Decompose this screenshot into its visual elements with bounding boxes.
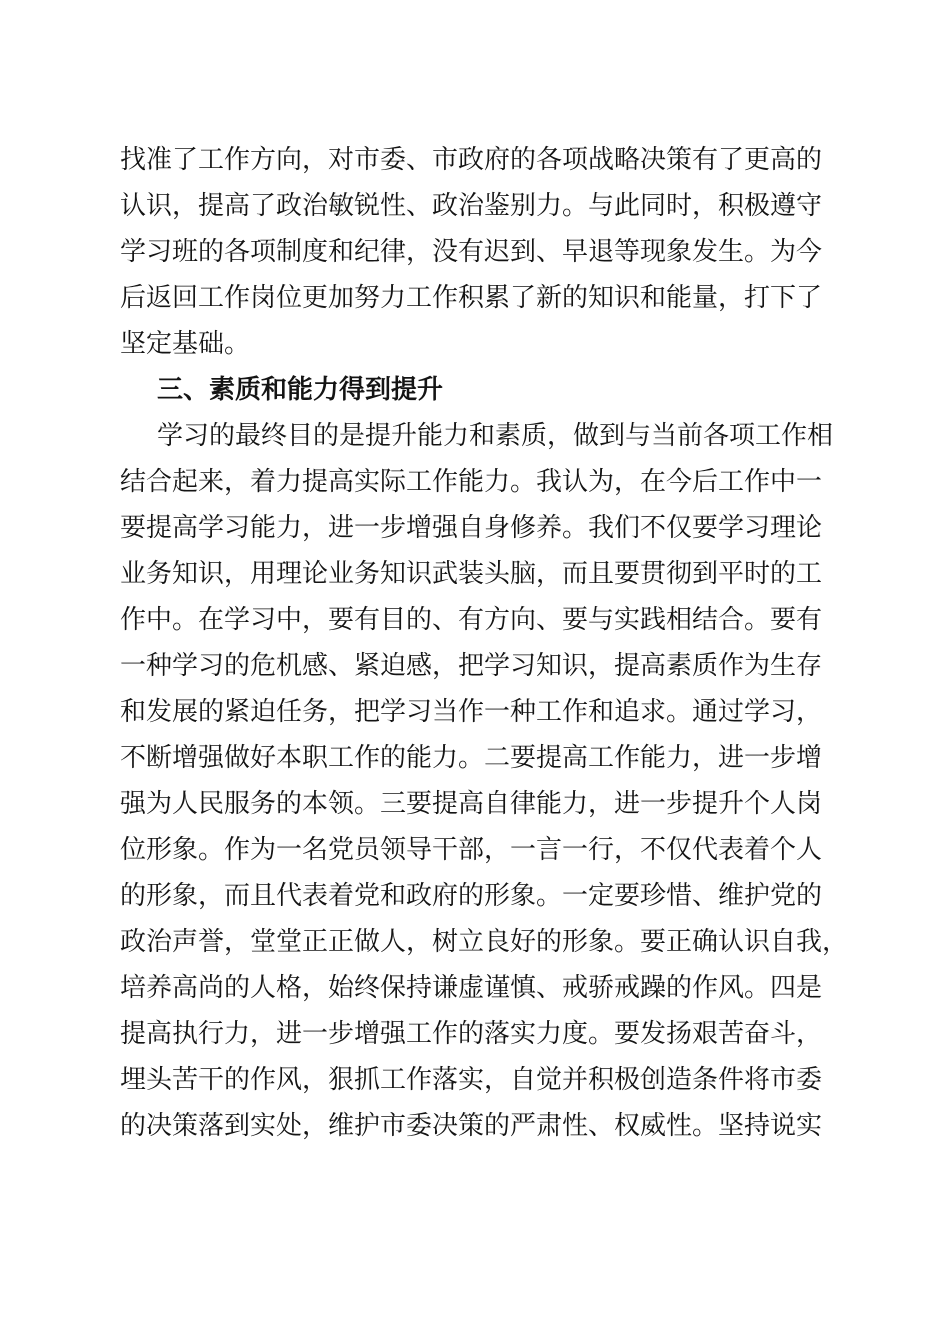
text-line: 培养高尚的人格，始终保持谦虚谨慎、戒骄戒躁的作风。四是 [120, 973, 823, 1003]
text-line: 业务知识，用理论业务知识武装头脑，而且要贯彻到平时的工 [120, 559, 823, 589]
text-line: 找准了工作方向，对市委、市政府的各项战略决策有了更高的 [120, 145, 823, 175]
text-line: 后返回工作岗位更加努力工作积累了新的知识和能量，打下了 [120, 283, 823, 313]
text-line: 坚定基础。 [120, 329, 251, 359]
text-line: 位形象。作为一名党员领导干部，一言一行，不仅代表着个人 [120, 835, 823, 865]
text-line: 提高执行力，进一步增强工作的落实力度。要发扬艰苦奋斗， [120, 1019, 823, 1049]
text-line: 一种学习的危机感、紧迫感，把学习知识，提高素质作为生存 [120, 651, 823, 681]
text-line: 埋头苦干的作风，狠抓工作落实，自觉并积极创造条件将市委 [120, 1065, 823, 1095]
text-line: 结合起来，着力提高实际工作能力。我认为，在今后工作中一 [120, 467, 823, 497]
text-line: 的决策落到实处，维护市委决策的严肃性、权威性。坚持说实 [120, 1111, 823, 1141]
text-line: 要提高学习能力，进一步增强自身修养。我们不仅要学习理论 [120, 513, 823, 543]
text-line: 强为人民服务的本领。三要提高自律能力，进一步提升个人岗 [120, 789, 823, 819]
text-line: 和发展的紧迫任务，把学习当作一种工作和追求。通过学习， [120, 697, 823, 727]
text-line: 作中。在学习中，要有目的、有方向、要与实践相结合。要有 [120, 605, 823, 635]
section-heading: 三、素质和能力得到提升 [157, 375, 444, 405]
text-line: 认识，提高了政治敏锐性、政治鉴别力。与此同时，积极遵守 [120, 191, 823, 221]
text-line: 的形象，而且代表着党和政府的形象。一定要珍惜、维护党的 [120, 881, 823, 911]
text-line: 政治声誉，堂堂正正做人，树立良好的形象。要正确认识自我， [120, 927, 849, 957]
text-line: 学习的最终目的是提升能力和素质，做到与当前各项工作相 [157, 421, 834, 451]
text-line: 学习班的各项制度和纪律，没有迟到、早退等现象发生。为今 [120, 237, 823, 267]
text-line: 不断增强做好本职工作的能力。二要提高工作能力，进一步增 [120, 743, 823, 773]
